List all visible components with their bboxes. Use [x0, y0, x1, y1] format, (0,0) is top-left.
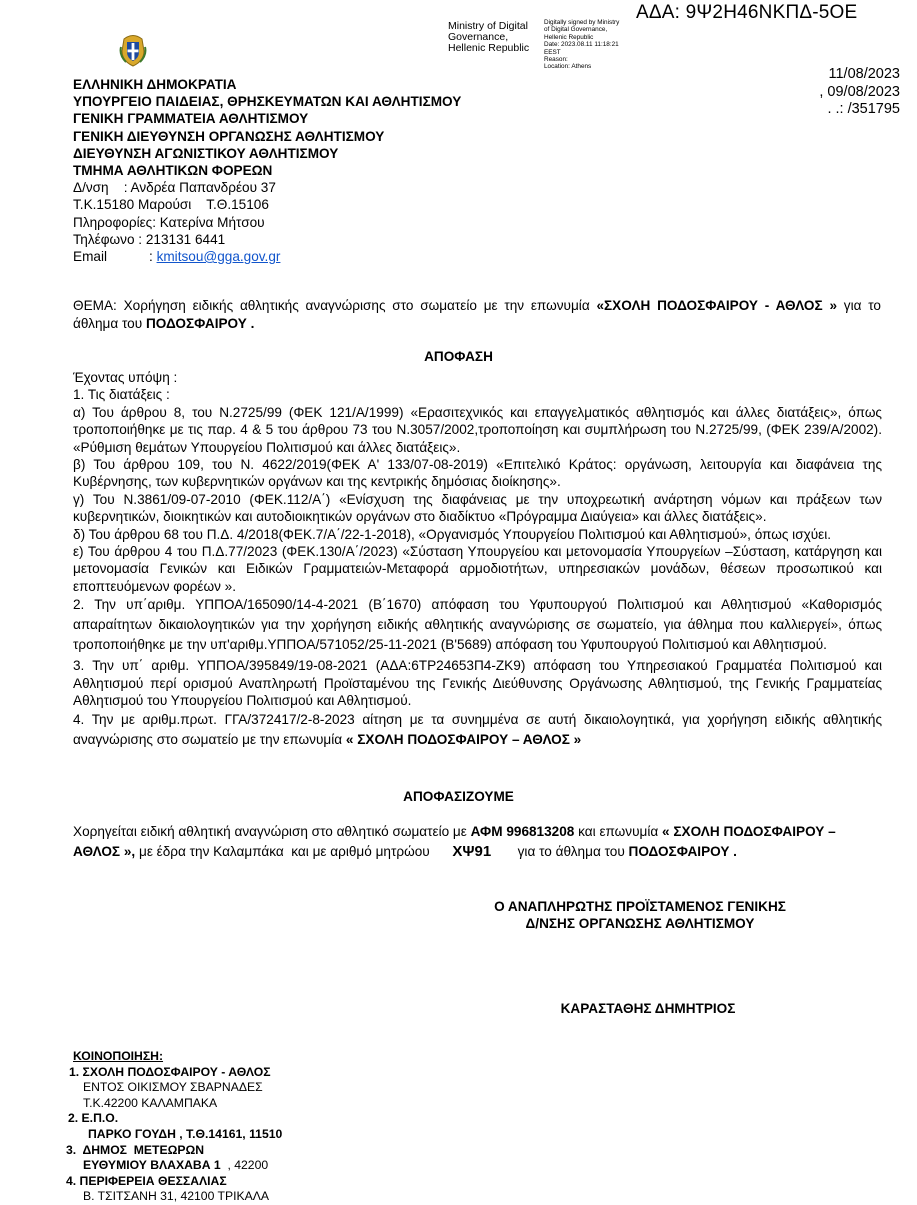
- decision-club: « ΣΧΟΛΗ ΠΟΔΟΣΦΑΙΡΟΥ – ΑΘΛΟΣ »,: [73, 824, 836, 859]
- signer-title-line: Δ/ΝΣΗΣ ΟΡΓΑΝΩΣΗΣ ΑΘΛΗΤΙΣΜΟΥ: [525, 916, 755, 931]
- letterhead-line: ΔΙΕΥΘΥΝΣΗ ΑΓΩΝΙΣΤΙΚΟΥ ΑΘΛΗΤΙΣΜΟΥ: [73, 145, 339, 161]
- email-link[interactable]: kmitsou@gga.gov.gr: [156, 249, 281, 265]
- signature-detail-line: EEST: [544, 48, 561, 56]
- signature-details: [544, 19, 619, 71]
- item-2: 2. Την υπ΄αριθμ. ΥΠΠΟΑ/165090/14-4-2021 (Β΄1670) απόφαση του Υφυπουργού Πολιτισμού και Αθλητισμού «Καθορισμός απαραίτητων δικαιολογητικών για την χορήγηση ειδικής αθλητικής αναγνώρισης σε σωματείο, για άθλημα που καλλιεργεί», όπως τροποποιήθηκε με την υπ'αριθμ.ΥΠΠΟΑ/571052/25-11-2021 (Β'5689) απόφαση του Υφυπουργού Πολιτισμού και Αθλητισμού.: [73, 597, 882, 653]
- item-1d: δ) Του άρθρου 68 του Π.Δ. 4/2018(ΦΕΚ.7/Α΄/22-1-2018), «Οργανισμός Υπουργείου Πολιτισμού και Αθλητισμού», όπως ισχύει.: [73, 526, 832, 542]
- greek-coat-of-arms-icon: [118, 33, 148, 67]
- item-3: 3. Την υπ΄ αριθμ. ΥΠΠΟΑ/395849/19-08-2021 (ΑΔΑ:6ΤΡ24653Π4-ΖΚ9) απόφαση του Υπηρεσιακού Γραμματέα Πολιτισμού και Αθλητισμού περί ορισμού Αναπληρωτή Προϊσταμένου της Γενικής Διεύθυνσης Οργάνωσης Αθλητισμού, της Γενικής Γραμματείας Αθλητισμού του Υπουργείου Πολιτισμού και Αθλητισμού.: [73, 658, 882, 709]
- decision-text-3: με έδρα την Καλαμπάκα και με αριθμό μητρώου: [135, 844, 453, 859]
- phone-line: Τηλέφωνο : 213131 6441: [73, 231, 226, 247]
- signature-detail-line: Date: 2023.08.11 11:18:21: [544, 41, 619, 49]
- decision-sport: ΠΟΔΟΣΦΑΙΡΟΥ .: [628, 844, 737, 859]
- cc-recipient-1: 1. ΣΧΟΛΗ ΠΟΔΟΣΦΑΙΡΟΥ - ΑΘΛΟΣ: [69, 1064, 271, 1079]
- email-line: [73, 248, 461, 265]
- signature-detail-line: Digitally signed by Ministry: [544, 19, 620, 26]
- decision-title: ΑΠΟΦΑΣΗ: [424, 349, 493, 364]
- letterhead-line: ΕΛΛΗΝΙΚΗ ΔΗΜΟΚΡΑΤΙΑ: [73, 77, 237, 92]
- decision-registry-number: ΧΨ91: [452, 843, 492, 860]
- subject-prefix: ΘΕΜΑ: Χορήγηση ειδικής αθλητικής αναγνώρισης στο σωματείο με την επωνυμία: [73, 298, 597, 313]
- considering-line: Έχοντας υπόψη :: [73, 370, 178, 385]
- signature-detail-line: Location: Athens: [544, 63, 592, 71]
- decision-text-2: και επωνυμία: [574, 824, 663, 839]
- item-4: [73, 710, 882, 750]
- letterhead-line: ΥΠΟΥΡΓΕΙΟ ΠΑΙΔΕΙΑΣ, ΘΡΗΣΚΕΥΜΑΤΩΝ ΚΑΙ ΑΘΛΗΤΙΣΜΟΥ: [73, 94, 462, 110]
- email-separator: :: [149, 249, 153, 265]
- date-line: 11/08/2023: [828, 66, 900, 82]
- postal-line: Τ.Κ.15180 Μαρούσι Τ.Θ.15106: [73, 197, 269, 213]
- address-line: Δ/νση : Ανδρέα Παπανδρέου 37: [73, 180, 276, 196]
- cc-recipient-2: 2. Ε.Π.Ο.: [68, 1111, 119, 1126]
- cc-list: [66, 1049, 282, 1205]
- decision-text-4: για το άθλημα του: [491, 844, 629, 859]
- subject-club: «ΣΧΟΛΗ ΠΟΔΟΣΦΑΙΡΟΥ - ΑΘΛΟΣ »: [596, 298, 838, 313]
- decision-text: [73, 822, 882, 862]
- decide-title: ΑΠΟΦΑΣΙΖΟΥΜΕ: [403, 789, 514, 804]
- subject: [73, 297, 881, 333]
- info-line: Πληροφορίες: Κατερίνα Μήτσου: [73, 214, 265, 230]
- signature-org-line: Governance,: [448, 31, 509, 43]
- item-1c: γ) Του Ν.3861/09-07-2010 (ΦΕΚ.112/Α΄) «Ενίσχυση της διαφάνειας με την υποχρεωτική ανάρτηση νόμων και πράξεων των κυβερνητικών, διοικητικών και αυτοδιοικητικών οργάνων στο διαδίκτυο «Πρόγραμμα Διαύγεια» και άλλες διατάξεις».: [73, 491, 882, 525]
- ada-code: ΑΔΑ: 9Ψ2Η46ΝΚΠΔ-5ΟΕ: [636, 2, 858, 23]
- subject-middle: για το άθλημα του: [73, 298, 881, 331]
- cc-recipient-3: 3. ΔΗΜΟΣ ΜΕΤΕΩΡΩΝ: [66, 1142, 205, 1157]
- item-1a: α) Του άρθρου 8, του Ν.2725/99 (ΦΕΚ 121/Α/1999) «Ερασιτεχνικός και επαγγελματικός αθλητισμός και άλλες διατάξεις», όπως τροποποιήθηκε με τις παρ. 4 & 5 του άρθρου 73 του Ν.3057/2002,τροποποίηση και συμπλήρωση του Ν.2725/99, (ΦΕΚ 239/Α/2002). «Ρύθμιση θεμάτων Υπουργείου Πολιτισμού και άλλες διατάξεις».: [73, 404, 882, 455]
- item-1-title: 1. Τις διατάξεις :: [73, 387, 170, 403]
- cc-line: Τ.Κ.42200 ΚΑΛΑΜΠΑΚΑ: [83, 1095, 218, 1110]
- signature-detail-line: Hellenic Republic: [544, 33, 594, 41]
- letterhead-line: ΤΜΗΜΑ ΑΘΛΗΤΙΚΩΝ ΦΟΡΕΩΝ: [73, 163, 273, 179]
- cc-line: ΠΑΡΚΟ ΓΟΥΔΗ , Τ.Θ.14161, 11510: [88, 1126, 283, 1141]
- email-label: Email: [73, 249, 107, 265]
- document-dates: [819, 66, 900, 119]
- subject-sport: ΠΟΔΟΣΦΑΙΡΟΥ .: [145, 316, 255, 331]
- item-4-club: « ΣΧΟΛΗ ΠΟΔΟΣΦΑΙΡΟΥ – ΑΘΛΟΣ »: [345, 731, 582, 747]
- date-line: , 09/08/2023: [819, 83, 900, 100]
- considerations: [73, 369, 882, 750]
- cc-postcode: , 42200: [220, 1158, 269, 1173]
- decision-afm: ΑΦΜ 996813208: [470, 824, 575, 839]
- protocol-number: . .: /351795: [827, 101, 900, 117]
- signer-title-line: Ο ΑΝΑΠΛΗΡΩΤΗΣ ΠΡΟΪΣΤΑΜΕΝΟΣ ΓΕΝΙΚΗΣ: [494, 899, 786, 914]
- cc-line: ΕΝΤΟΣ ΟΙΚΙΣΜΟΥ ΣΒΑΡΝΑΔΕΣ: [83, 1080, 263, 1095]
- signature-org-line: Hellenic Republic: [448, 42, 530, 54]
- letterhead-line: ΓΕΝΙΚΗ ΓΡΑΜΜΑΤΕΙΑ ΑΘΛΗΤΙΣΜΟΥ: [73, 111, 309, 127]
- item-4-text: 4. Την με αριθμ.πρωτ. ΓΓΑ/372417/2-8-2023 αίτηση με τα συνημμένα σε αυτή δικαιολογητικά, για χορήγηση ειδικής αθλητικής αναγνώρισης στο σωματείο με την επωνυμία: [73, 711, 882, 747]
- signer-name: ΚΑΡΑΣΤΑΘΗΣ ΔΗΜΗΤΡΙΟΣ: [560, 1001, 736, 1016]
- item-1b: β) Του άρθρου 109, του Ν. 4622/2019(ΦΕΚ Α' 133/07-08-2019) «Επιτελικό Κράτος: οργάνωση, λειτουργία και διαφάνεια της Κυβέρνησης, των κυβερνητικών οργάνων και της κεντρικής δημόσιας διοίκησης».: [73, 457, 882, 490]
- item-1e: ε) Του άρθρου 4 του Π.Δ.77/2023 (ΦΕΚ.130/Α΄/2023) «Σύσταση Υπουργείου και μετονομασία Υπουργείων –Σύσταση, κατάργηση και μετονομασία Γενικών και Ειδικών Γραμματειών-Μεταφορά αρμοδιοτήτων, υπηρεσιακών μονάδων, θέσεων προσωπικού και εποπτευόμενων φορέων ».: [73, 544, 882, 594]
- cc-street: ΕΥΘΥΜΙΟΥ ΒΛΑΧΑΒΑ 1: [83, 1158, 221, 1173]
- cc-recipient-4: 4. ΠΕΡΙΦΕΡΕΙΑ ΘΕΣΣΑΛΙΑΣ: [66, 1173, 227, 1188]
- letterhead: [73, 76, 461, 265]
- cc-line: [83, 1158, 282, 1174]
- cc-line: Β. ΤΣΙΤΣΑΝΗ 31, 42100 ΤΡΙΚΑΛΑ: [83, 1189, 270, 1204]
- signature-detail-line: of Digital Governance,: [544, 26, 608, 34]
- signature-org-line: Ministry of Digital: [448, 20, 528, 32]
- decision-text-1: Χορηγείται ειδική αθλητική αναγνώριση στο αθλητικό σωματείο με: [73, 824, 471, 839]
- signer-title: [460, 898, 820, 932]
- signature-organization: [448, 21, 529, 54]
- letterhead-line: ΓΕΝΙΚΗ ΔΙΕΥΘΥΝΣΗ ΟΡΓΑΝΩΣΗΣ ΑΘΛΗΤΙΣΜΟΥ: [73, 128, 385, 144]
- signature-detail-line: Reason:: [544, 56, 568, 64]
- cc-title: ΚΟΙΝΟΠΟΙΗΣΗ:: [73, 1049, 164, 1063]
